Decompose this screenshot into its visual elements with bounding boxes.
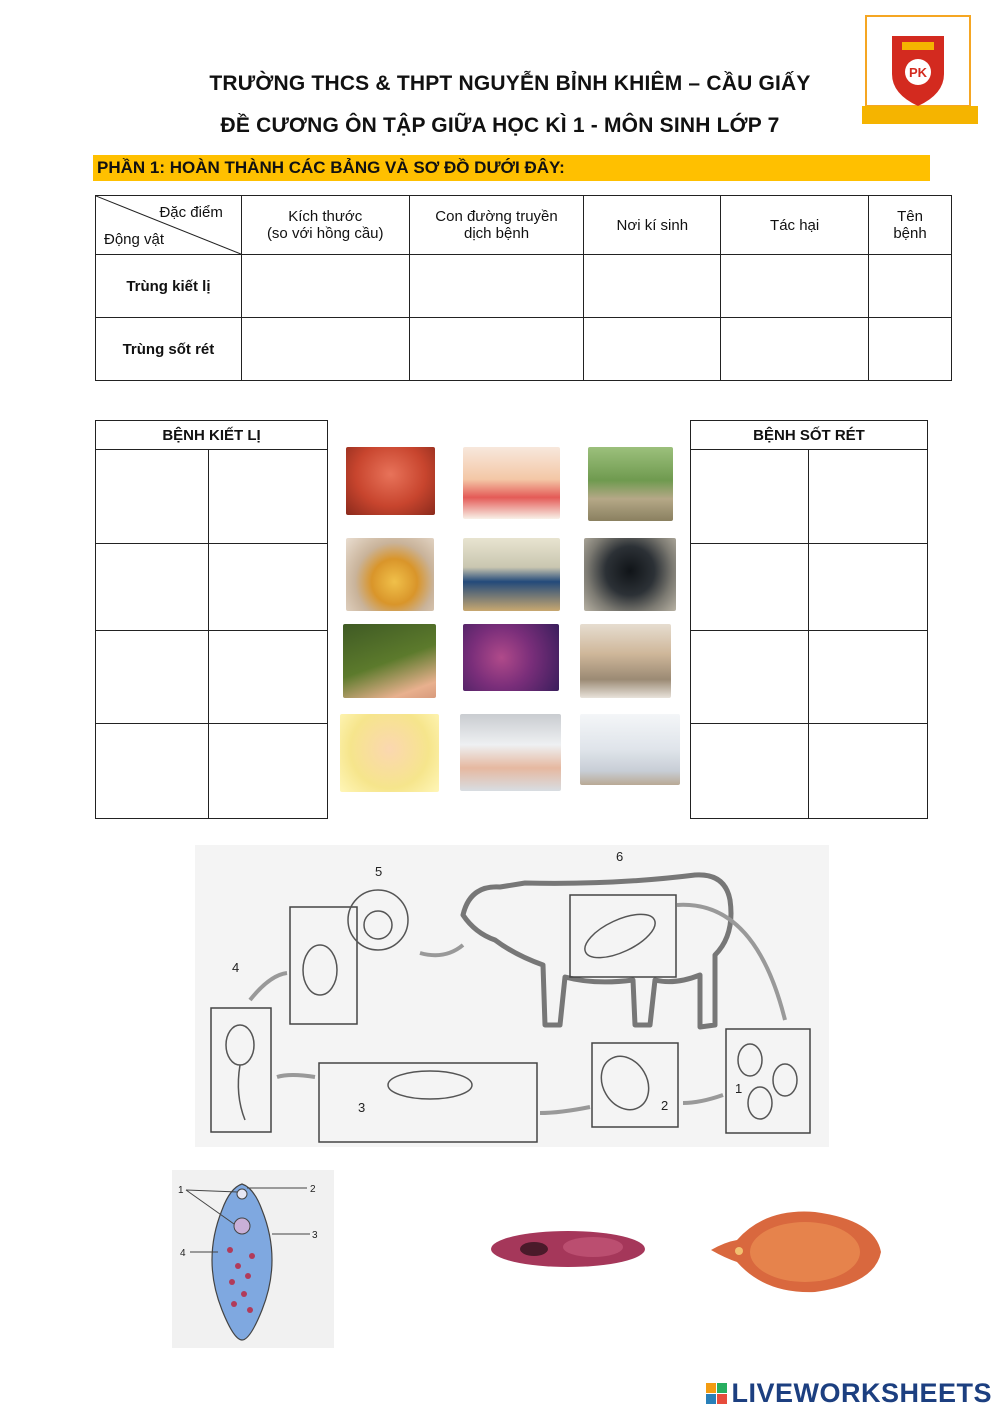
stage-label-5: 5 — [375, 864, 383, 879]
header-animal: Động vật — [104, 231, 165, 248]
row-label-dysentery: Trùng kiết lị — [96, 255, 242, 318]
col-header-text: Tác hại — [770, 216, 820, 234]
part-label-1: 1 — [178, 1185, 184, 1196]
col-header-text: Con đường truyền dịch bệnh — [435, 208, 558, 242]
drop-slot[interactable] — [208, 631, 328, 724]
drop-slot[interactable] — [96, 544, 209, 631]
answer-cell[interactable] — [241, 318, 409, 381]
brand-logo-icon — [706, 1383, 727, 1404]
col-header-size — [241, 196, 409, 255]
photo-fluke-long — [488, 1225, 646, 1273]
col-header-parasite-site — [584, 196, 721, 255]
photo-sick-child[interactable] — [340, 714, 439, 792]
photo-food-cover[interactable] — [346, 447, 435, 515]
answer-cell[interactable] — [869, 255, 952, 318]
header-diagonal-cell — [96, 196, 242, 255]
section-1-header — [93, 155, 930, 181]
school-logo — [862, 14, 978, 126]
photo-mosquito-net[interactable] — [580, 714, 680, 785]
drop-slot[interactable] — [208, 724, 328, 819]
drop-slot[interactable] — [809, 631, 928, 724]
school-title: TRƯỜNG THCS & THPT NGUYỄN BỈNH KHIÊM – CẦU GIẤY — [209, 72, 811, 95]
malaria-drop-box — [690, 420, 928, 819]
drop-slot[interactable] — [691, 631, 809, 724]
stage-label-4: 4 — [232, 960, 240, 975]
photo-fluke-wide — [705, 1202, 883, 1300]
parasite-comparison-table — [95, 195, 952, 381]
photo-hand-washing[interactable] — [460, 714, 561, 791]
stage-label-1: 1 — [735, 1081, 743, 1096]
col-header-disease-name — [869, 196, 952, 255]
dysentery-drop-box — [95, 420, 328, 819]
answer-cell[interactable] — [409, 318, 584, 381]
drop-slot[interactable] — [691, 724, 809, 819]
header-characteristic: Đặc điểm — [159, 204, 223, 221]
col-header-text: Tên bệnh — [893, 208, 927, 242]
drop-slot[interactable] — [96, 450, 209, 544]
exam-subtitle: ĐỀ CƯƠNG ÔN TẬP GIỮA HỌC KÌ 1 - MÔN SINH LỚP 7 — [220, 114, 780, 137]
drop-slot[interactable] — [809, 450, 928, 544]
col-header-text: Kích thước (so với hồng cầu) — [266, 208, 384, 242]
drop-slot[interactable] — [96, 631, 209, 724]
photo-stomach-ache[interactable] — [580, 624, 671, 698]
brand-text: LIVEWORKSHEETS — [731, 1378, 992, 1408]
photo-child-eating[interactable] — [463, 447, 560, 519]
liver-fluke-life-cycle-diagram — [195, 845, 829, 1147]
malaria-title: BỆNH SỐT RÉT — [691, 421, 928, 450]
stage-label-3: 3 — [358, 1100, 366, 1115]
answer-cell[interactable] — [869, 318, 952, 381]
drop-slot[interactable] — [96, 724, 209, 819]
liveworksheets-brand — [706, 1378, 992, 1409]
photo-well[interactable] — [584, 538, 676, 611]
part-label-2: 2 — [310, 1184, 316, 1195]
col-header-harm — [721, 196, 869, 255]
answer-cell[interactable] — [721, 255, 869, 318]
answer-cell[interactable] — [584, 255, 721, 318]
stage-label-6: 6 — [616, 849, 624, 864]
drop-slot[interactable] — [691, 450, 809, 544]
answer-cell[interactable] — [409, 255, 584, 318]
answer-cell[interactable] — [584, 318, 721, 381]
answer-cell[interactable] — [721, 318, 869, 381]
drop-slot[interactable] — [691, 544, 809, 631]
col-header-transmission — [409, 196, 584, 255]
part-label-4: 4 — [180, 1248, 186, 1259]
photo-bacteria[interactable] — [463, 624, 559, 691]
part-label-3: 3 — [312, 1230, 318, 1241]
photo-mosquito[interactable] — [343, 624, 436, 698]
liver-fluke-anatomy-diagram — [172, 1170, 334, 1348]
drop-slot[interactable] — [809, 724, 928, 819]
stage-label-2: 2 — [661, 1098, 669, 1113]
section-1-label: PHẦN 1: HOÀN THÀNH CÁC BẢNG VÀ SƠ ĐỒ DƯỚI ĐÂY: — [97, 158, 565, 177]
answer-cell[interactable] — [241, 255, 409, 318]
svg-text:PK: PK — [908, 65, 928, 80]
drop-slot[interactable] — [208, 544, 328, 631]
col-header-text: Nơi kí sinh — [616, 216, 689, 234]
row-label-malaria: Trùng sốt rét — [96, 318, 242, 381]
drop-slot[interactable] — [208, 450, 328, 544]
photo-spraying-insecticide[interactable] — [463, 538, 560, 611]
dysentery-title: BỆNH KIẾT LỊ — [96, 421, 328, 450]
photo-people-clearing-grass[interactable] — [588, 447, 673, 521]
drop-slot[interactable] — [809, 544, 928, 631]
photo-food-bowl[interactable] — [346, 538, 434, 611]
